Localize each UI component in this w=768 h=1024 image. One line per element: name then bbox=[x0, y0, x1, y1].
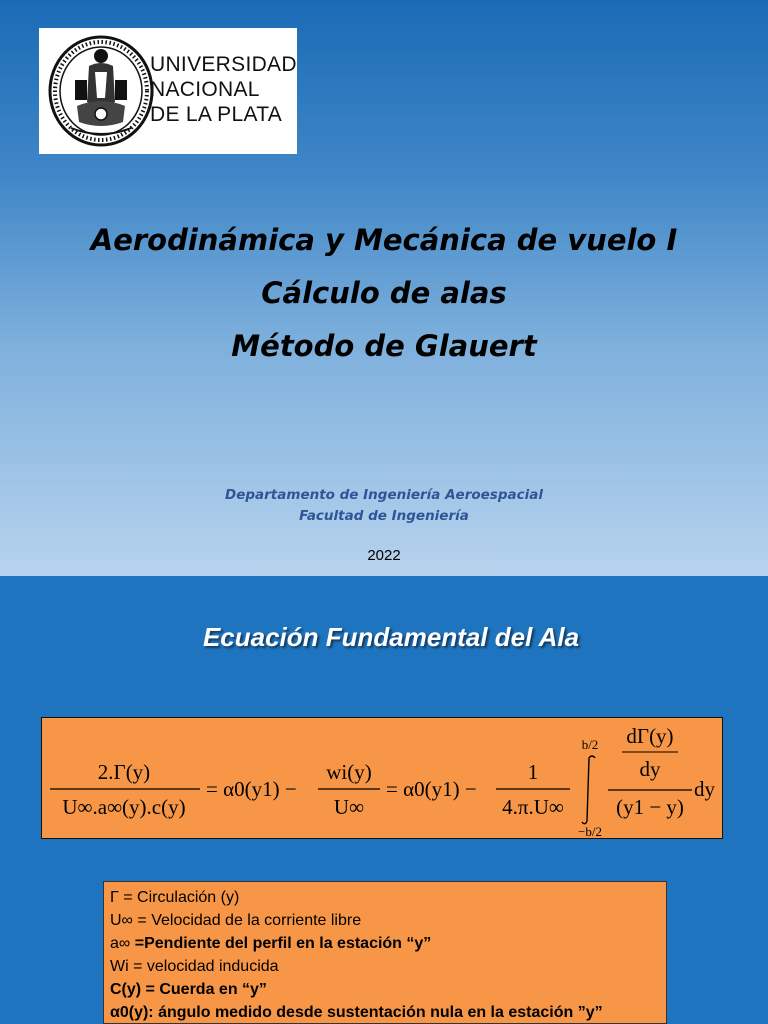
y-difference-denominator: (y1 − y) bbox=[616, 795, 684, 819]
gamma-symbol: Γ bbox=[110, 889, 119, 906]
title-line-1: Aerodinámica y Mecánica de vuelo I bbox=[90, 223, 678, 257]
lhs-denominator: U∞.a∞(y).c(y) bbox=[62, 795, 186, 819]
definition-text: = Velocidad de la corriente libre bbox=[132, 912, 362, 929]
logo-line-2: NACIONAL bbox=[150, 78, 260, 101]
wi-denominator: U∞ bbox=[333, 795, 365, 819]
dy-term: dy bbox=[694, 777, 715, 801]
alpha-term-2: = α0(y1) − bbox=[386, 777, 477, 801]
department-info bbox=[0, 485, 768, 527]
equation-box bbox=[41, 717, 723, 839]
one-numerator: 1 bbox=[527, 760, 539, 784]
university-name bbox=[150, 52, 297, 127]
definition-text: = Circulación (y) bbox=[118, 889, 240, 906]
a-inf-symbol: a∞ bbox=[110, 935, 131, 952]
department-name: Departamento de Ingeniería Aeroespacial bbox=[225, 487, 543, 503]
logo-line-1: UNIVERSIDAD bbox=[150, 53, 297, 76]
faculty-name: Facultad de Ingeniería bbox=[299, 508, 469, 524]
definition-a-inf bbox=[110, 932, 660, 955]
alpha-term-1: = α0(y1) − bbox=[206, 777, 297, 801]
university-seal-icon bbox=[45, 32, 157, 150]
logo-line-3: DE LA PLATA bbox=[150, 103, 283, 126]
slide-title bbox=[0, 214, 768, 373]
integral-sign-icon bbox=[582, 756, 595, 824]
title-line-2: Cálculo de alas bbox=[261, 276, 507, 310]
definition-text: Wi = velocidad inducida bbox=[110, 958, 279, 975]
u-inf-symbol: U∞ bbox=[110, 912, 133, 929]
lower-limit: −b/2 bbox=[578, 824, 602, 839]
dy-inner-denominator: dy bbox=[639, 757, 661, 781]
equation-slide bbox=[0, 576, 768, 1024]
definition-u-inf bbox=[110, 909, 660, 932]
definition-chord bbox=[110, 978, 660, 1001]
definitions-box bbox=[103, 881, 667, 1024]
definition-text: C(y) = Cuerda en “y” bbox=[110, 981, 267, 998]
title-line-3: Método de Glauert bbox=[231, 329, 537, 363]
definition-gamma bbox=[110, 886, 660, 909]
fundamental-equation bbox=[42, 718, 724, 840]
definition-text: (y): ángulo medido desde sustentación nula en la estación ”y” bbox=[128, 1004, 603, 1021]
alpha0-symbol: α0 bbox=[110, 1004, 129, 1021]
university-logo bbox=[39, 28, 297, 154]
wi-numerator: wi(y) bbox=[326, 760, 372, 784]
lhs-numerator: 2.Γ(y) bbox=[97, 760, 151, 784]
equation-slide-title: Ecuación Fundamental del Ala bbox=[202, 622, 580, 652]
upper-limit: b/2 bbox=[581, 737, 599, 752]
year-label: 2022 bbox=[367, 547, 401, 564]
definition-wi bbox=[110, 955, 660, 978]
four-pi-denominator: 4.π.U∞ bbox=[502, 795, 564, 819]
dgamma-numerator: dΓ(y) bbox=[626, 724, 674, 748]
definition-alpha0 bbox=[110, 1001, 660, 1024]
definition-text: =Pendiente del perfil en la estación “y” bbox=[130, 935, 432, 952]
